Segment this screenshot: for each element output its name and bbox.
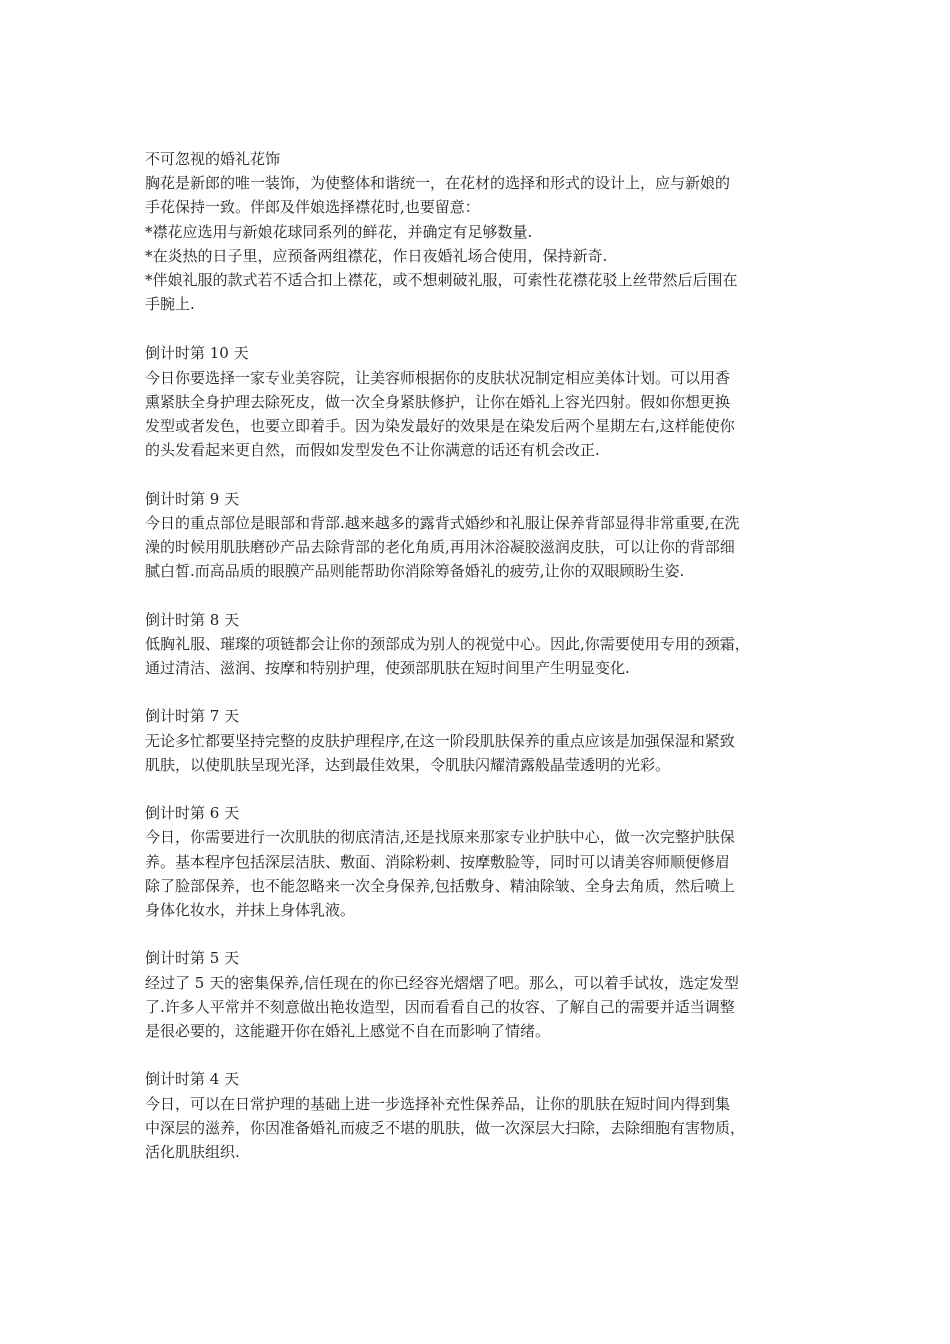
paragraph-line: 除了脸部保养，也不能忽略来一次全身保养,包括敷身、精油除皱、全身去角质，然后喷上 (145, 876, 735, 895)
paragraph-line: 熏紧肤全身护理去除死皮，做一次全身紧肤修护，让你在婚礼上容光四射。假如你想更换 (145, 392, 731, 411)
paragraph-line: *襟花应选用与新娘花球同系列的鲜花，并确定有足够数量. (145, 222, 533, 241)
section-heading: 倒计时第 7 天 (145, 707, 240, 726)
section-heading: 倒计时第 5 天 (145, 949, 240, 968)
section-countdown-6 (145, 801, 813, 922)
paragraph-line: 腻白皙.而高品质的眼膜产品则能帮助你消除筹备婚礼的疲劳,让你的双眼顾盼生姿. (145, 562, 685, 581)
paragraph-line: 的头发看起来更自然，而假如发型发色不让你满意的话还有机会改正. (145, 441, 600, 460)
paragraph-line: 胸花是新郎的唯一装饰，为使整体和谐统一，在花材的选择和形式的设计上，应与新娘的 (145, 174, 731, 193)
paragraph-line: 手腕上. (145, 295, 195, 314)
paragraph-line: 了.许多人平常并不刻意做出艳妆造型，因而看看自己的妆容、了解自己的需要并适当调整 (145, 997, 735, 1016)
paragraph-line: 是很必要的，这能避开你在婚礼上感觉不自在而影响了情绪。 (145, 1022, 551, 1041)
section-heading: 倒计时第 9 天 (145, 489, 240, 508)
paragraph-line: 今日，你需要进行一次肌肤的彻底清洁,还是找原来那家专业护肤中心，做一次完整护肤保 (145, 828, 735, 847)
paragraph-line: 低胸礼服、璀璨的项链都会让你的颈部成为别人的视觉中心。因此,你需要使用专用的颈霜， (145, 634, 750, 653)
paragraph-line: 中深层的滋养，你因准备婚礼而疲乏不堪的肌肤，做一次深层大扫除，去除细胞有害物质， (145, 1118, 746, 1137)
section-wedding-flowers (145, 147, 813, 316)
paragraph-line: 发型或者发色，也要立即着手。因为染发最好的效果是在染发后两个星期左右,这样能使你 (145, 417, 735, 436)
paragraph-line: 澡的时候用肌肤磨砂产品去除背部的老化角质,再用沐浴凝胶滋润皮肤，可以让你的背部细 (145, 538, 735, 557)
section-heading: 倒计时第 8 天 (145, 610, 240, 629)
paragraph-line: 养。基本程序包括深层洁肤、敷面、消除粉刺、按摩敷脸等，同时可以请美容师顺便修眉 (145, 852, 731, 871)
section-heading: 倒计时第 10 天 (145, 344, 249, 363)
section-countdown-5 (145, 946, 813, 1043)
paragraph-line: 今日的重点部位是眼部和背部.越来越多的露背式婚纱和礼服让保养背部显得非常重要,在洗 (145, 513, 740, 532)
section-heading: 倒计时第 6 天 (145, 804, 240, 823)
section-countdown-4 (145, 1067, 813, 1164)
section-countdown-7 (145, 704, 813, 777)
paragraph-line: 今日你要选择一家专业美容院，让美容师根据你的皮肤状况制定相应美体计划。可以用香 (145, 368, 731, 387)
section-countdown-9 (145, 487, 813, 584)
paragraph-line: 无论多忙都要坚持完整的皮肤护理程序,在这一阶段肌肤保养的重点应该是加强保湿和紧致 (145, 731, 735, 750)
paragraph-line: 经过了 5 天的密集保养,信任现在的你已经容光熠熠了吧。那么，可以着手试妆，选定发型 (145, 973, 739, 992)
paragraph-line: 肌肤，以使肌肤呈现光泽，达到最佳效果，令肌肤闪耀清露般晶莹透明的光彩。 (145, 755, 671, 774)
section-countdown-10 (145, 341, 813, 462)
section-countdown-8 (145, 608, 813, 681)
section-heading: 不可忽视的婚礼花饰 (145, 150, 281, 168)
paragraph-line: *在炎热的日子里，应预备两组襟花，作日夜婚礼场合使用，保持新奇. (145, 246, 608, 265)
paragraph-line: *伴娘礼服的款式若不适合扣上襟花，或不想刺破礼服，可索性花襟花驳上丝带然后后围在 (145, 271, 738, 290)
section-heading: 倒计时第 4 天 (145, 1070, 240, 1089)
paragraph-line: 手花保持一致。伴郎及伴娘选择襟花时,也要留意： (145, 198, 480, 217)
paragraph-line: 今日，可以在日常护理的基础上进一步选择补充性保养品，让你的肌肤在短时间内得到集 (145, 1094, 731, 1113)
document-page (145, 147, 813, 1188)
paragraph-line: 身体化妆水，并抹上身体乳液。 (145, 901, 356, 920)
paragraph-line: 活化肌肤组织. (145, 1143, 240, 1162)
paragraph-line: 通过清洁、滋润、按摩和特别护理，使颈部肌肤在短时间里产生明显变化. (145, 659, 630, 678)
